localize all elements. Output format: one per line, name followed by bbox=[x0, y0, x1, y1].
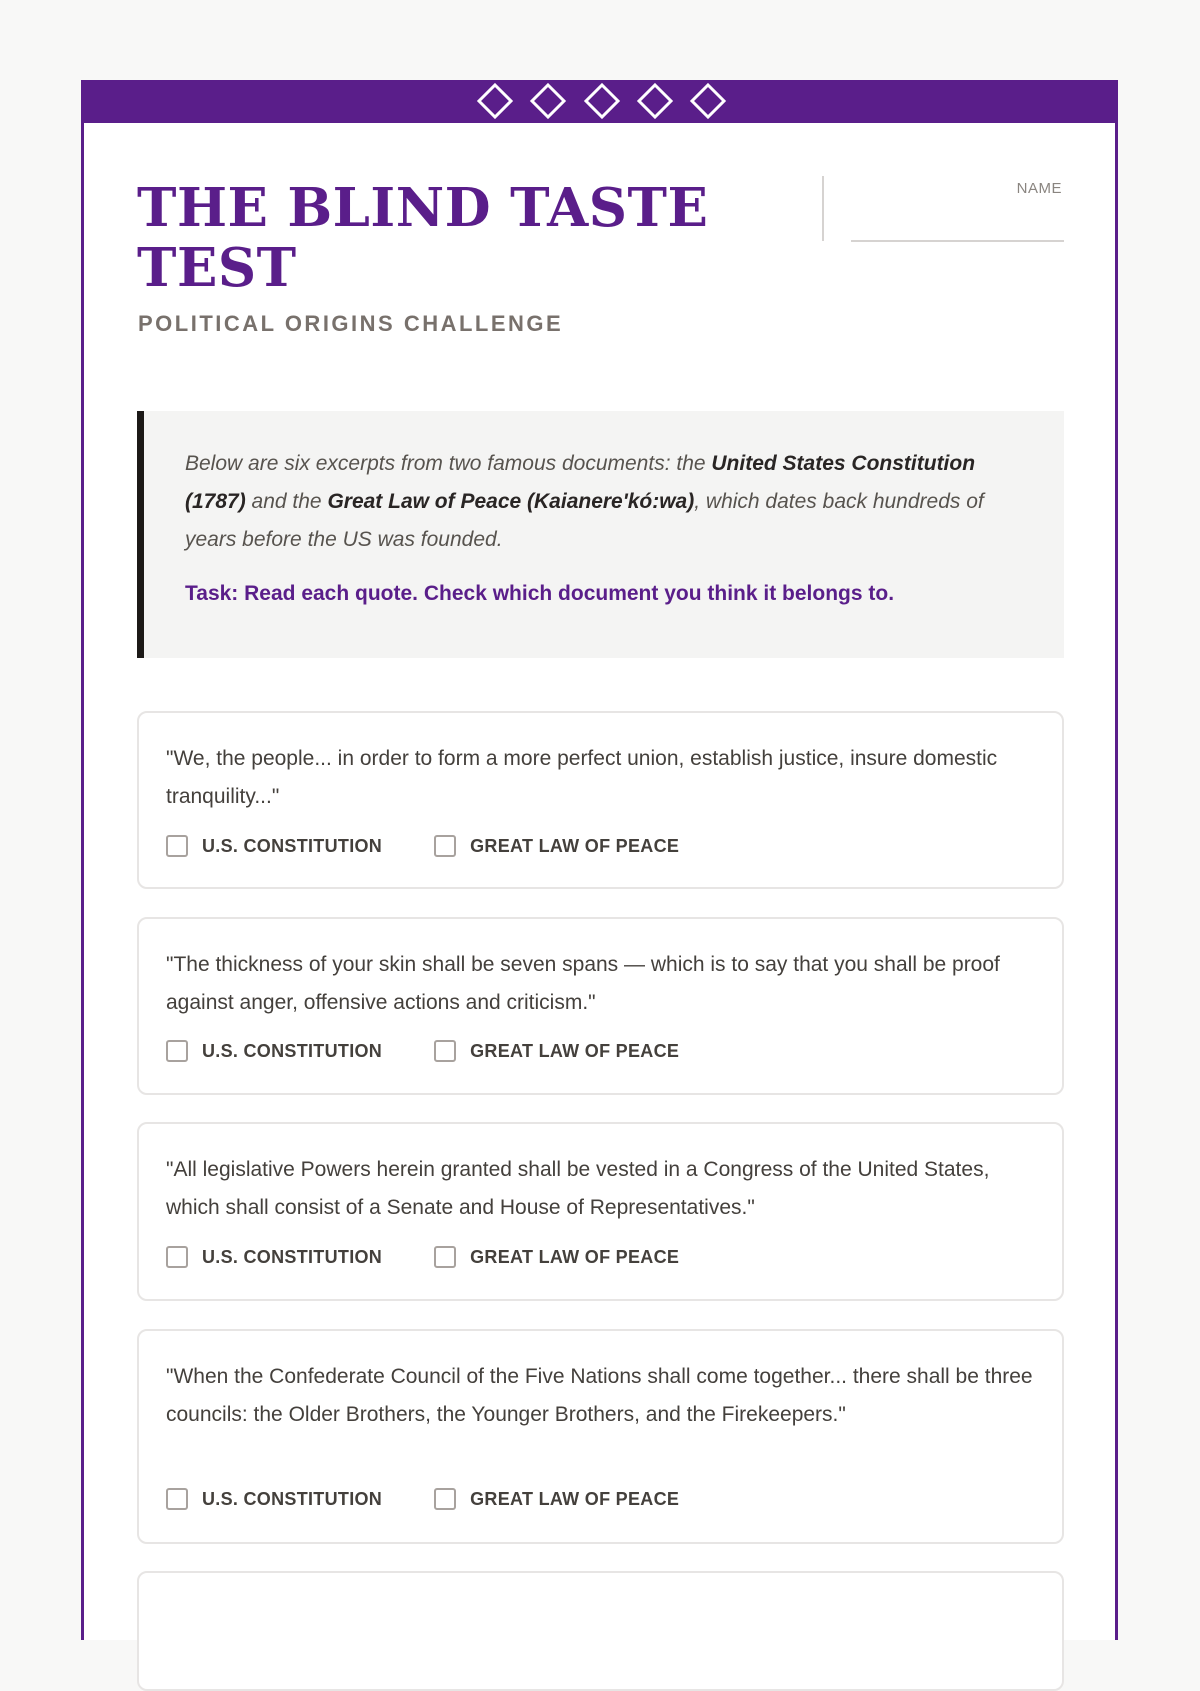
quote-text: "We, the people... in order to form a more perfect union, establish justice, insure domestic tranquility..." bbox=[166, 747, 998, 808]
diamond-icon bbox=[532, 85, 564, 117]
option-us-constitution[interactable] bbox=[166, 1488, 382, 1510]
diamond-icon bbox=[639, 85, 671, 117]
option-great-law-of-peace[interactable] bbox=[434, 1040, 679, 1062]
page-subtitle: POLITICAL ORIGINS CHALLENGE bbox=[138, 311, 564, 336]
task-instruction: Task: Read each quote. Check which document you think it belongs to. bbox=[185, 582, 895, 605]
intro-text-part: and the bbox=[245, 490, 328, 513]
quote-card bbox=[137, 1571, 1064, 1691]
intro-text bbox=[185, 445, 1034, 559]
option-label: GREAT LAW OF PEACE bbox=[470, 1488, 680, 1509]
option-us-constitution[interactable] bbox=[166, 1246, 382, 1268]
quote-text: "The thickness of your skin shall be seven spans — which is to say that you shall be proof against anger, offensive actions and criticism." bbox=[166, 953, 1000, 1014]
option-label: U.S. CONSTITUTION bbox=[202, 1246, 383, 1267]
answer-options bbox=[166, 835, 731, 857]
quote-card bbox=[137, 1329, 1064, 1544]
quote-text: "When the Confederate Council of the Five Nations shall come together... there shall be three councils: the Older Brothers, the Younger Brothers, and the Firekeepers." bbox=[166, 1365, 1033, 1426]
answer-options bbox=[166, 1040, 731, 1062]
option-great-law-of-peace[interactable] bbox=[434, 1246, 679, 1268]
quote-card bbox=[137, 1122, 1064, 1301]
intro-text-part: , which dates back hundreds of years before the US was founded. bbox=[185, 490, 984, 551]
option-label: GREAT LAW OF PEACE bbox=[470, 1040, 680, 1061]
option-label: U.S. CONSTITUTION bbox=[202, 835, 383, 856]
option-label: U.S. CONSTITUTION bbox=[202, 1040, 383, 1061]
option-us-constitution[interactable] bbox=[166, 835, 382, 857]
header-divider bbox=[822, 176, 824, 241]
checkbox[interactable] bbox=[434, 1246, 456, 1268]
intro-text-part: Below are six excerpts from two famous documents: the bbox=[185, 452, 712, 475]
diamond-icon bbox=[692, 85, 724, 117]
option-label: U.S. CONSTITUTION bbox=[202, 1488, 383, 1509]
instructions-box bbox=[137, 411, 1064, 658]
checkbox[interactable] bbox=[166, 835, 188, 857]
checkbox[interactable] bbox=[166, 1040, 188, 1062]
option-great-law-of-peace[interactable] bbox=[434, 835, 679, 857]
checkbox[interactable] bbox=[166, 1246, 188, 1268]
diamond-decoration bbox=[84, 80, 1115, 123]
answer-options bbox=[166, 1246, 731, 1268]
diamond-icon bbox=[586, 85, 618, 117]
worksheet bbox=[81, 80, 1118, 1640]
quote-text: "All legislative Powers herein granted shall be vested in a Congress of the United States, which shall consist of a Senate and House of Representatives." bbox=[166, 1158, 990, 1219]
name-field[interactable] bbox=[851, 240, 1064, 242]
intro-bold-great-law: Great Law of Peace (Kaianere'kó:wa) bbox=[327, 490, 695, 513]
intro-bold-constitution: United States Constitution (1787) bbox=[185, 452, 976, 513]
option-us-constitution[interactable] bbox=[166, 1040, 382, 1062]
checkbox[interactable] bbox=[434, 1040, 456, 1062]
diamond-icon bbox=[479, 85, 511, 117]
header-band bbox=[84, 80, 1115, 123]
option-label: GREAT LAW OF PEACE bbox=[470, 835, 680, 856]
checkbox[interactable] bbox=[434, 835, 456, 857]
option-great-law-of-peace[interactable] bbox=[434, 1488, 679, 1510]
page-title: THE BLIND TASTE TEST bbox=[137, 177, 709, 299]
checkbox[interactable] bbox=[434, 1488, 456, 1510]
quote-card bbox=[137, 711, 1064, 889]
name-label: NAME bbox=[1016, 180, 1062, 197]
checkbox[interactable] bbox=[166, 1488, 188, 1510]
answer-options bbox=[166, 1488, 731, 1510]
quote-card bbox=[137, 917, 1064, 1095]
option-label: GREAT LAW OF PEACE bbox=[470, 1246, 680, 1267]
